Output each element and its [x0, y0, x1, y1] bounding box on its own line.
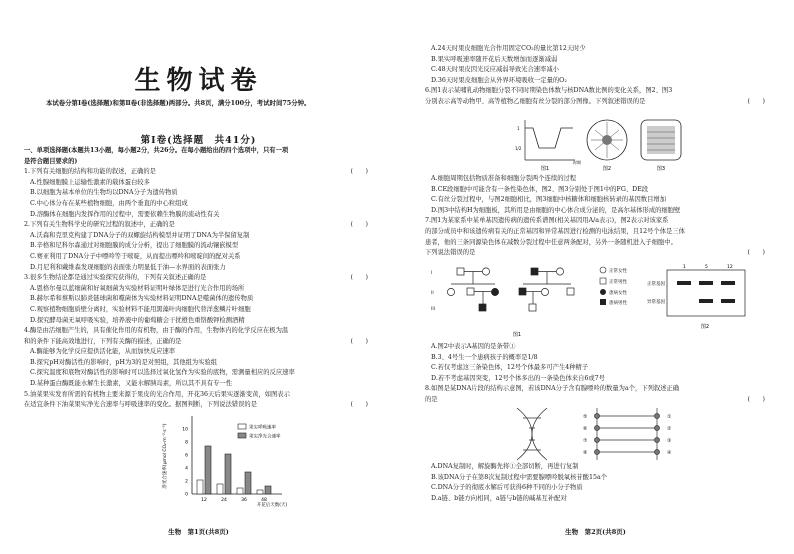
figure-8-dna: [507, 404, 707, 464]
question-line: 在适宜条件下油菜果实净光合速率与呼吸速率的变化。据图判断，下列说法错误的是 ( ): [24, 400, 376, 411]
answer-option: A.细胞周期包括物质准备和细胞分裂两个连续的过程: [431, 175, 577, 182]
answer-option: C.中心体分布在某些植物细胞，由两个垂直的中心粒组成: [30, 199, 188, 207]
exam-title: 生物试卷: [134, 66, 263, 96]
answer-option: D.月尼利和戴维森发现细胞的表面张力明显低于油—水界面的表面张力: [30, 263, 226, 271]
answer-blank: ( ): [350, 274, 368, 282]
answer-option: C.48天时果皮因光反应减弱导致光合速率减小: [431, 66, 559, 74]
x-tick-label: 48: [261, 498, 267, 503]
bar-net-photosynthesis: [225, 454, 231, 494]
answer-blank: ( ): [747, 249, 765, 257]
bar-respiration: [197, 480, 203, 494]
figure-5-x-label: 开花后天数(天): [256, 503, 288, 508]
bar-net-photosynthesis: [245, 472, 251, 494]
answer-option: B.探究pH对酶活性的影响时，pH为3的是对照组，其他组为实验组: [30, 358, 218, 366]
answer-option: D.某种蛋白酶既能水解生长激素，又能水解胰岛素，所以其不具有专一性: [30, 380, 233, 388]
svg-text:正常基因: 正常基因: [647, 282, 665, 287]
question-block-1: [24, 146, 376, 411]
answer-option: B.该DNA分子在第8次复制过程中需要腺嘌呤脱氧核苷酸15a个: [431, 473, 608, 481]
y-tick-label: 4: [185, 466, 188, 472]
answer-option: D.探究酵母菌无氧呼吸实验，培养液中的葡萄糖会干扰橙色重铬酸钾检测酒精: [30, 316, 245, 324]
figure-5-y-ticks: [182, 427, 188, 498]
question-line: 8.如图是某DNA片段的结构示意图，若该DNA分子含有腺嘌呤的数量为a个，下列叙述正确: [425, 385, 680, 393]
question-line: 4.酶是由活细胞产生的，具有催化作用的有机物，由于酶的作用，生物体内的化学反应在极为温: [24, 327, 289, 335]
question-line: 2.下列有关生物科学史的研究过程的叙述中，正确的是 ( ): [24, 220, 376, 231]
double-helix: [517, 408, 547, 460]
svg-text:I: I: [431, 271, 433, 276]
answer-option: C.若仅考虑这三条染色体，12号个体最多可产生4种精子: [431, 364, 589, 372]
answer-option: D.溶酶体在细胞内发挥作用的过程中，需要依赖生物膜的流动性有关: [30, 210, 220, 218]
answer-option: A.图2中表示A基因的是条带①: [431, 343, 516, 350]
question-line: 6.图1表示某哺乳动物细胞分裂不同时期染色体数与核DNA数比例的变化关系，图2、图3: [425, 87, 673, 95]
svg-text:⑤: ⑤: [583, 414, 588, 420]
legend-respiration: 果实呼吸速率: [249, 425, 276, 431]
figure-7-gel: [647, 264, 745, 316]
figure-7: [427, 262, 767, 342]
answer-option: D.图3中结构H为细胞板，其所用是由细胞的中心体合成分泌的，是高尔基体形成的细胞壁: [431, 206, 681, 214]
x-tick-label: 24: [221, 498, 227, 503]
bar-net-photosynthesis: [265, 486, 271, 494]
question-line: 是符合题目要求的): [24, 157, 78, 165]
answer-blank: ( ): [350, 401, 368, 409]
bar-net-photosynthesis: [205, 446, 211, 494]
svg-text:III: III: [431, 307, 435, 312]
svg-text:③: ③: [667, 438, 672, 444]
y-tick-label: 0: [185, 492, 188, 498]
page-2-footer: 生物 第2页(共8页): [565, 528, 626, 536]
answer-blank: ( ): [350, 168, 368, 176]
answer-option: B.辛格和尼科尔森通过对细胞膜的成分分析，提出了细胞膜的流动镶嵌模型: [30, 242, 239, 250]
question-block-3: [425, 174, 773, 259]
answer-option: A.性腺细胞膜上运输性激素的载体蛋白较多: [30, 178, 150, 186]
question-line: 分别表示高等动物甲、高等植物乙细胞有丝分裂的部分图像。下列叙述错误的是 ( ): [425, 97, 773, 108]
answer-option: C.有丝分裂过程中，与图2细胞相比，图3细胞中核糖体和细胞核转录的基因数目增加: [431, 196, 666, 204]
question-line: 的是 ( ): [425, 395, 773, 406]
svg-text:II: II: [431, 291, 434, 296]
answer-option: B.果实呼吸速率随开花后天数增加而逐渐减弱: [431, 55, 558, 63]
svg-text:患病男性: 患病男性: [609, 301, 627, 306]
svg-text:时期: 时期: [573, 160, 581, 165]
svg-text:④: ④: [667, 450, 672, 456]
question-line: 的部分成员中和该遗传病有关的正常基因和异常基因进行检测的电泳结果，且12号个体是三体: [425, 227, 685, 235]
answer-option: A.沃森和克里克构建了DNA分子的双螺旋结构模型并证明了DNA为半保留复制: [30, 231, 250, 239]
figure-6-graph: [515, 120, 581, 172]
question-block-2: [425, 44, 773, 108]
y-tick-label: 10: [182, 427, 188, 433]
answer-option: A.恩格尔曼以蓝细菌和好氧细菌为实验材料证明叶绿体是进行光合作用的场所: [30, 284, 245, 292]
answer-option: C.DNA分子的彻底水解后可获得6种不同的小分子物质: [431, 484, 583, 492]
figure-7-pedigree: [447, 268, 574, 311]
figure-7-label-2: 图2: [700, 324, 710, 330]
figure-7-label-1: 图1: [512, 332, 522, 338]
y-tick-label: 2: [185, 479, 188, 485]
svg-text:异常基因: 异常基因: [647, 300, 665, 305]
question-block-5: [425, 462, 773, 504]
answer-option: A.24天时果皮细胞光合作用固定CO₂的量比第12天时少: [431, 45, 586, 52]
part-heading: 第Ⅰ卷(选择题 共41分): [140, 135, 257, 146]
svg-text:1: 1: [517, 126, 520, 131]
answer-option: A.DNA复制时，解旋酶先将①全部切断，再进行复制: [431, 463, 579, 470]
exam-instructions: 本试卷分第Ⅰ卷(选择题)和第Ⅱ卷(非选择题)两部分。共8页，满分100分，考试时间75分钟。: [46, 99, 311, 107]
question-line: 3.很多生物结论都是通过实验探究获得的，下列有关叙述正确的是 ( ): [24, 273, 376, 284]
question-line: 一、单项选择题(本题共13小题，每小题2分，共26分。在每小题给出的四个选项中，只有一项: [24, 147, 289, 154]
answer-blank: ( ): [747, 395, 765, 403]
svg-text:1/2: 1/2: [515, 146, 522, 151]
figure-6-label-1: 图1: [540, 166, 550, 172]
figure-6-cell-b: [641, 120, 681, 172]
figure-6: [515, 114, 695, 174]
question-line: 和的条件下能高效地进行，下列有关酶的描述，正确的是 ( ): [24, 337, 376, 348]
bar-respiration: [217, 484, 223, 494]
y-tick-label: 8: [185, 440, 188, 446]
x-tick-label: 12: [201, 498, 207, 503]
answer-option: D.a链、b链方向相同，a链与b链的碱基互补配对: [431, 494, 567, 502]
svg-text:⑥: ⑥: [583, 426, 588, 432]
dna-ladder: [595, 408, 660, 460]
answer-option: A.酶能够为化学反应提供活化能，从而加快反应速率: [30, 348, 176, 356]
answer-option: B.3、4号生一个患病孩子的概率是1/8: [431, 353, 538, 361]
answer-blank: ( ): [747, 97, 765, 105]
question-block-4: [425, 342, 773, 406]
question-line: 患者，他的三条同源染色体在减数分裂过程中任意两条配对，另外一条随机进入子细胞中。: [425, 238, 677, 246]
figure-7-legend: [600, 267, 627, 306]
legend-swatch-photosynthesis: [238, 433, 246, 438]
answer-option: D.36天时果皮细胞会从外界环境吸收一定量的O₂: [431, 76, 567, 84]
answer-option: D.若不考虑基因突变，12号个体多出的一条染色体来自6或7号: [431, 374, 605, 382]
bar-respiration: [257, 490, 263, 494]
figure-5-y-label: 净光合速率(μmol CO₂·m⁻²·s⁻¹): [163, 423, 168, 489]
svg-text:⑧: ⑧: [583, 450, 588, 456]
svg-text:1: 1: [683, 265, 686, 270]
svg-text:5: 5: [705, 265, 708, 270]
question-line: 7.图1为某家系中某单基因遗传病的遗传系谱图(相关基因用A/a表示)，图2表示对该家系: [425, 217, 669, 225]
question-line: 下列说法错误的是 ( ): [425, 248, 773, 259]
answer-option: C.探究温度和底物对酶活性的影响时可以选择过氧化氢作为实验的底物，需测量相应的反应速率: [30, 369, 295, 377]
legend-swatch-respiration: [238, 424, 246, 429]
question-line: 1.下列有关细胞的结构和功能的叙述，正确的是 ( ): [24, 167, 376, 178]
svg-text:正常女性: 正常女性: [609, 269, 627, 274]
bar-respiration: [237, 488, 243, 494]
answer-option: B.以细胞为基本单位的生物均以DNA分子为遗传物质: [30, 189, 178, 197]
page-1-footer: 生物 第1页(共8页): [168, 528, 229, 536]
figure-6-label-2: 图2: [602, 166, 612, 172]
figure-5-chart: [152, 410, 332, 520]
question-line: 5.油菜果实发育所需的有机物主要来源于果皮的光合作用，开花36天后果实逐渐变黄，如图表示: [24, 390, 290, 398]
answer-blank: ( ): [350, 221, 368, 229]
answer-blank: ( ): [350, 337, 368, 345]
x-tick-label: 36: [241, 498, 247, 503]
svg-text:⑦: ⑦: [583, 438, 588, 444]
figure-5-bars: [197, 446, 271, 494]
answer-option: C.赛亚利用了DNA分子中嘌呤等于嘧啶，从而提出嘌呤和嘧啶间的配对关系: [30, 252, 241, 260]
svg-text:②: ②: [667, 426, 672, 432]
answer-option: B.赫尔希和蔡斯以肺炎链球菌和噬菌体为实验材料证明DNA是噬菌体的遗传物质: [30, 295, 254, 303]
y-tick-label: 6: [185, 453, 188, 459]
figure-6-label-3: 图3: [656, 166, 666, 172]
svg-text:12: 12: [727, 265, 733, 270]
svg-text:①: ①: [667, 414, 672, 420]
answer-option: B.CE段细胞中可能含有一条性染色体，图2、图3分别处于图1中的FG、DE段: [431, 185, 649, 193]
figure-7-generation-labels: [431, 270, 435, 312]
page-2: [397, 0, 794, 554]
answer-option: C.观察植物细胞质壁分离时，实验材料不能用黑藻叶肉细胞代替洋葱鳞片叶细胞: [30, 305, 251, 313]
svg-text:患病女性: 患病女性: [609, 291, 627, 296]
figure-6-cell-a: [587, 120, 627, 172]
legend-photosynthesis: 果实净光合速率: [249, 434, 281, 440]
svg-text:正常男性: 正常男性: [609, 280, 627, 285]
